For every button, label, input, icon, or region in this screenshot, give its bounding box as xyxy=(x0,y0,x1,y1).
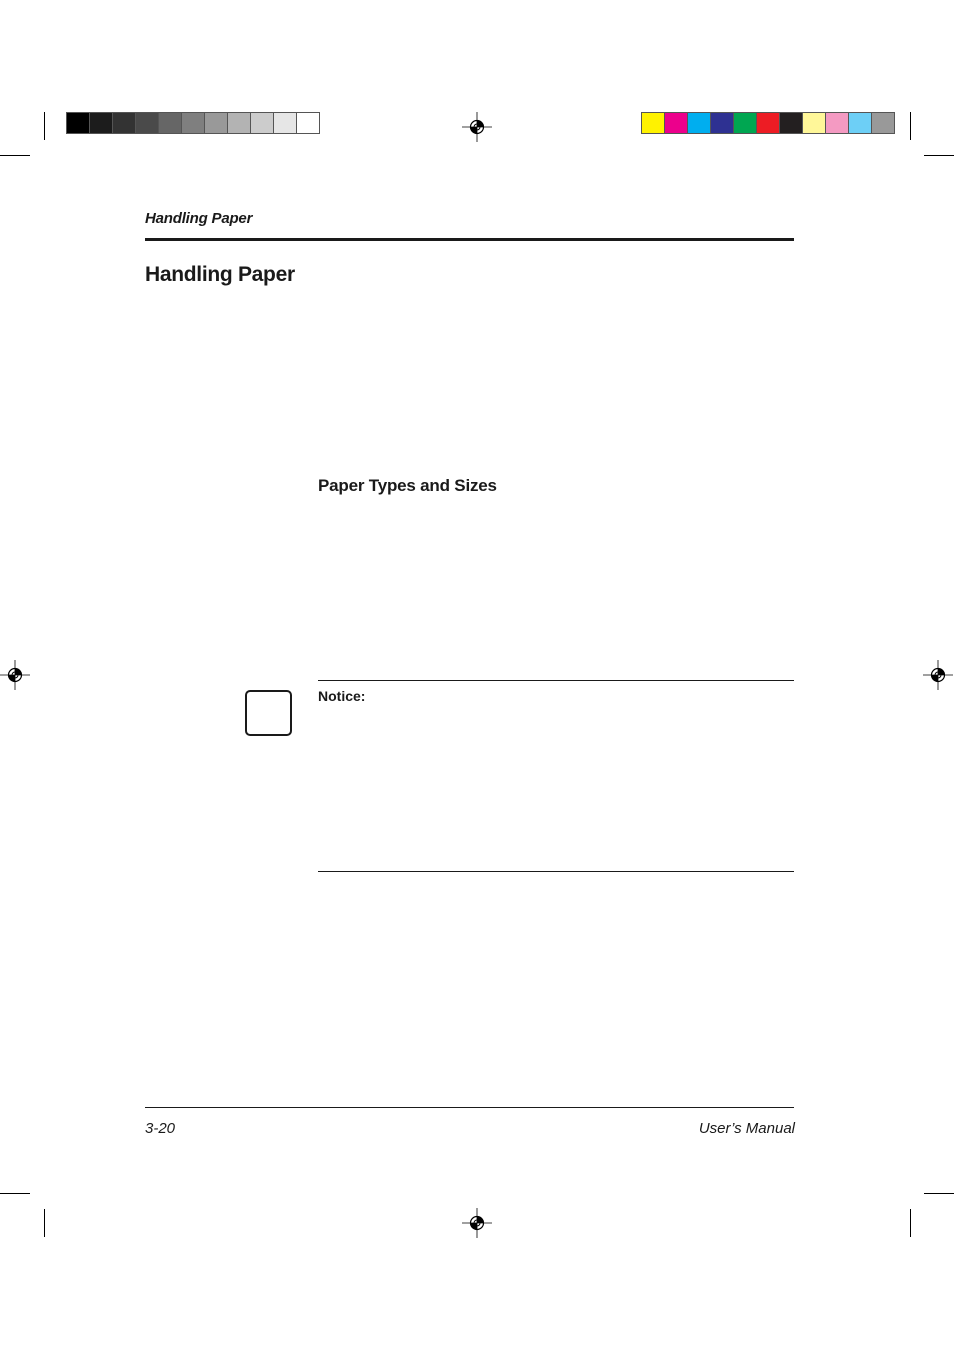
color-swatch xyxy=(641,112,664,134)
header-rule xyxy=(145,238,794,241)
color-swatch xyxy=(733,112,756,134)
color-swatch xyxy=(664,112,687,134)
color-swatch xyxy=(825,112,848,134)
gray-swatch xyxy=(227,112,250,134)
process-color-bar xyxy=(641,112,895,134)
page-number: 3-20 xyxy=(145,1120,176,1137)
notice-bottom-rule xyxy=(318,871,794,872)
gray-swatch xyxy=(181,112,204,134)
crop-mark-top-right-horizontal xyxy=(924,155,954,156)
registration-mark-right-icon xyxy=(923,660,953,690)
gray-swatch xyxy=(250,112,273,134)
color-swatch xyxy=(848,112,871,134)
color-swatch xyxy=(871,112,895,134)
crop-mark-top-right-vertical xyxy=(910,112,911,140)
crop-mark-bottom-right-horizontal xyxy=(924,1193,954,1194)
gray-swatch xyxy=(112,112,135,134)
color-swatch xyxy=(802,112,825,134)
registration-mark-bottom-icon xyxy=(462,1208,492,1238)
crop-mark-bottom-right-vertical xyxy=(910,1209,911,1237)
crop-mark-top-left-horizontal xyxy=(0,155,30,156)
crop-mark-bottom-left-horizontal xyxy=(0,1193,30,1194)
manual-title: User’s Manual xyxy=(698,1120,795,1137)
crop-mark-bottom-left-vertical xyxy=(44,1209,45,1237)
registration-mark-left-icon xyxy=(0,660,30,690)
gray-swatch xyxy=(135,112,158,134)
section-title: Paper Types and Sizes xyxy=(318,476,497,495)
color-swatch xyxy=(710,112,733,134)
color-swatch xyxy=(779,112,802,134)
gray-swatch xyxy=(296,112,320,134)
crop-mark-top-left-vertical xyxy=(44,112,45,140)
footer-rule xyxy=(145,1107,794,1108)
gray-swatch xyxy=(158,112,181,134)
gray-swatch xyxy=(66,112,89,134)
notice-label: Notice: xyxy=(318,688,366,704)
gray-swatch xyxy=(273,112,296,134)
page-title: Handling Paper xyxy=(145,263,295,286)
notice-top-rule xyxy=(318,680,794,681)
notice-icon xyxy=(245,690,292,736)
grayscale-color-bar xyxy=(66,112,320,134)
registration-mark-top-icon xyxy=(462,112,492,142)
gray-swatch xyxy=(89,112,112,134)
gray-swatch xyxy=(204,112,227,134)
running-head: Handling Paper xyxy=(145,210,253,227)
color-swatch xyxy=(756,112,779,134)
color-swatch xyxy=(687,112,710,134)
